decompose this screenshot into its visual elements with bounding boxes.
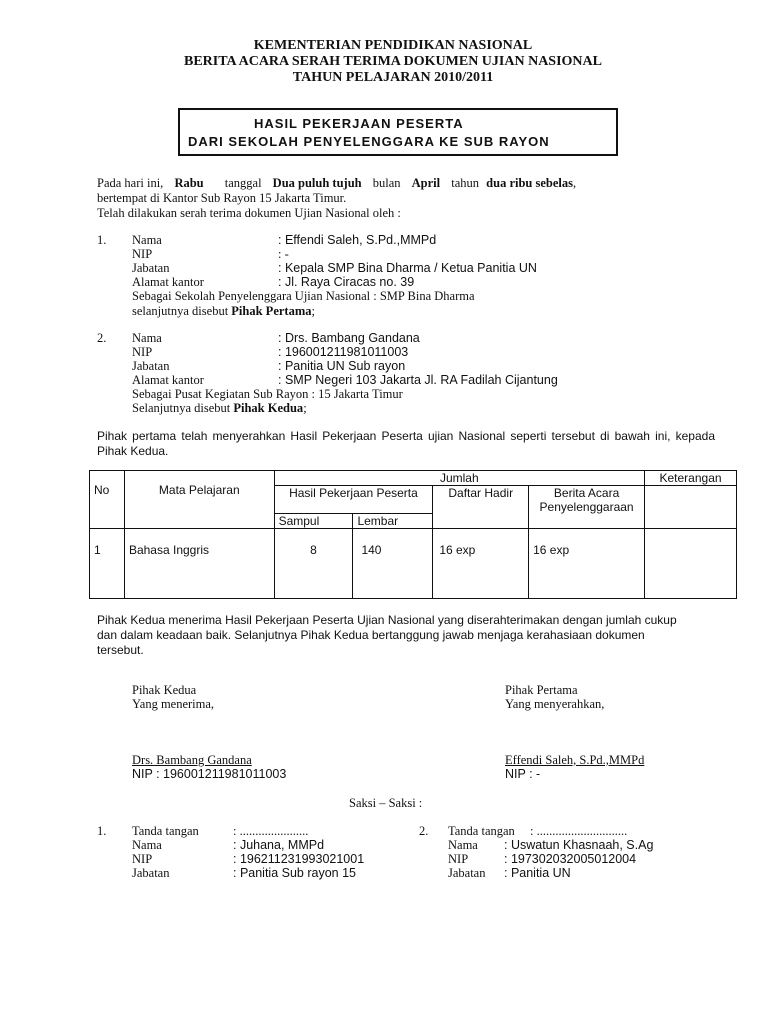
party-1-alias-prefix: selanjutnya disebut — [132, 304, 229, 318]
party-2-value-name: : Drs. Bambang Gandana — [278, 331, 420, 345]
th-attendance: Daftar Hadir — [433, 486, 529, 529]
intro-year: dua ribu sebelas — [486, 176, 574, 190]
witness-title: Saksi – Saksi : — [349, 796, 423, 810]
th-envelope: Sampul — [274, 514, 353, 529]
party-2-number: 2. — [97, 331, 107, 345]
cell-envelope: 8 — [274, 529, 353, 599]
party-2-label-position: Jabatan — [132, 359, 170, 373]
intro-comma: , — [573, 176, 577, 190]
party-2-label-nip: NIP — [132, 345, 153, 359]
intro-line-2: bertempat di Kantor Sub Rayon 15 Jakarta Timur. — [97, 191, 347, 205]
intro-month: April — [411, 176, 441, 190]
party-2-alias-suffix: ; — [303, 401, 307, 415]
party-1-label-address: Alamat kantor — [132, 275, 204, 289]
party-2-label-name: Nama — [132, 331, 162, 345]
intro-text-1: Pada hari ini, — [97, 176, 164, 190]
sign-left-sub: Yang menerima, — [132, 697, 215, 711]
party-2-value-address: : SMP Negeri 103 Jakarta Jl. RA Fadilah Cijantung — [278, 373, 558, 387]
th-minutes: Berita Acara Penyelenggaraan — [529, 486, 645, 529]
sign-right-nip: NIP : - — [505, 767, 541, 781]
intro-line-3: Telah dilakukan serah terima dokumen Ujian Nasional oleh : — [97, 206, 401, 220]
witness-2-label-position: Jabatan — [448, 866, 486, 880]
witness-2-label-nip: NIP — [448, 852, 469, 866]
cell-subject: Bahasa Inggris — [124, 529, 274, 599]
intro-day: Rabu — [174, 176, 204, 190]
sign-right-role: Pihak Pertama — [505, 683, 578, 697]
witness-1-value-sign: : ...................... — [233, 824, 309, 838]
witness-1-label-nip: NIP — [132, 852, 153, 866]
party-1-number: 1. — [97, 233, 107, 247]
party-1-role: Sebagai Sekolah Penyelenggara Ujian Nasional : SMP Bina Dharma — [132, 289, 475, 303]
witness-1-number: 1. — [97, 824, 107, 838]
party-1-label-position: Jabatan — [132, 261, 170, 275]
th-student-work: Hasil Pekerjaan Peserta — [274, 486, 433, 514]
handover-paragraph: Pihak pertama telah menyerahkan Hasil Pekerjaan Peserta ujian Nasional seperti tersebut di bawah ini, kepada Pihak Kedua. — [97, 429, 715, 458]
witness-1-label-sign: Tanda tangan — [132, 824, 199, 838]
sign-left-role: Pihak Kedua — [132, 683, 197, 697]
party-2-value-nip: : 196001211981011003 — [278, 345, 409, 359]
party-2-label-address: Alamat kantor — [132, 373, 204, 387]
witness-1-label-name: Nama — [132, 838, 162, 852]
witness-1-value-name: : Juhana, MMPd — [233, 838, 325, 852]
sign-right-sub: Yang menyerahkan, — [505, 697, 605, 711]
th-notes: Keterangan — [645, 471, 737, 486]
witness-2-number: 2. — [419, 824, 429, 838]
party-1-alias-line — [132, 304, 315, 319]
witness-2-value-position: : Panitia UN — [504, 866, 571, 880]
intro-date: Dua puluh tujuh — [272, 176, 362, 190]
intro-text-3: bulan — [372, 176, 401, 190]
sign-right-name: Effendi Saleh, S.Pd.,MMPd — [505, 753, 645, 767]
subtitle-line-1: HASIL PEKERJAAN PESERTA — [254, 116, 464, 131]
party-1-alias: Pihak Pertama — [231, 304, 312, 318]
party-2-alias: Pihak Kedua — [233, 401, 304, 415]
th-no: No — [90, 471, 125, 529]
handover-table — [89, 470, 737, 599]
th-subject: Mata Pelajaran — [124, 471, 274, 529]
witness-2-value-name: : Uswatun Khasnaah, S.Ag — [504, 838, 654, 852]
th-amount: Jumlah — [274, 471, 644, 486]
party-1-alias-suffix: ; — [311, 304, 315, 318]
header-ministry: KEMENTERIAN PENDIDIKAN NASIONAL — [253, 38, 533, 53]
party-2-alias-prefix: Selanjutnya disebut — [132, 401, 231, 415]
table-row — [90, 529, 737, 599]
header-title: BERITA ACARA SERAH TERIMA DOKUMEN UJIAN NASIONAL — [184, 54, 602, 69]
sign-left-name: Drs. Bambang Gandana — [132, 753, 252, 767]
party-1-label-name: Nama — [132, 233, 162, 247]
witness-2-label-name: Nama — [448, 838, 478, 852]
party-2-role: Sebagai Pusat Kegiatan Sub Rayon : 15 Jakarta Timur — [132, 387, 403, 401]
party-2-alias-line — [132, 401, 307, 416]
intro-text-4: tahun — [451, 176, 480, 190]
witness-1-value-nip: : 196211231993021001 — [233, 852, 365, 866]
th-sheet: Lembar — [353, 514, 433, 529]
subtitle-box — [178, 108, 618, 156]
party-1-value-nip: : - — [278, 247, 289, 261]
party-1-value-address: : Jl. Raya Ciracas no. 39 — [278, 275, 415, 289]
intro-text-2: tanggal — [224, 176, 262, 190]
cell-no: 1 — [90, 529, 125, 599]
witness-1-value-position: : Panitia Sub rayon 15 — [233, 866, 356, 880]
party-1-value-name: : Effendi Saleh, S.Pd.,MMPd — [278, 233, 437, 247]
cell-notes — [645, 529, 737, 599]
party-2-value-position: : Panitia UN Sub rayon — [278, 359, 406, 373]
witness-2-label-sign: Tanda tangan — [448, 824, 515, 838]
witness-1-label-position: Jabatan — [132, 866, 170, 880]
cell-attendance: 16 exp — [433, 529, 529, 599]
witness-2-value-nip: : 197302032005012004 — [504, 852, 637, 866]
cell-sheet: 140 — [353, 529, 433, 599]
subtitle-line-2: DARI SEKOLAH PENYELENGGARA KE SUB RAYON — [188, 134, 550, 149]
party-1-value-position: : Kepala SMP Bina Dharma / Ketua Panitia UN — [278, 261, 537, 275]
intro-line-1 — [97, 176, 576, 191]
th-notes-blank — [645, 486, 737, 529]
sign-left-nip: NIP : 196001211981011003 — [132, 767, 287, 781]
acceptance-paragraph: Pihak Kedua menerima Hasil Pekerjaan Peserta Ujian Nasional yang diserahterimakan dengan jumlah cukup dan dalam keadaan baik. Selanjutnya Pihak Kedua bertanggung jawab menjaga kerahasiaan dokumen tersebut. — [97, 613, 677, 657]
witness-2-value-sign: : ............................. — [530, 824, 628, 838]
header-year: TAHUN PELAJARAN 2010/2011 — [292, 70, 494, 85]
party-1-label-nip: NIP — [132, 247, 153, 261]
cell-minutes: 16 exp — [529, 529, 645, 599]
